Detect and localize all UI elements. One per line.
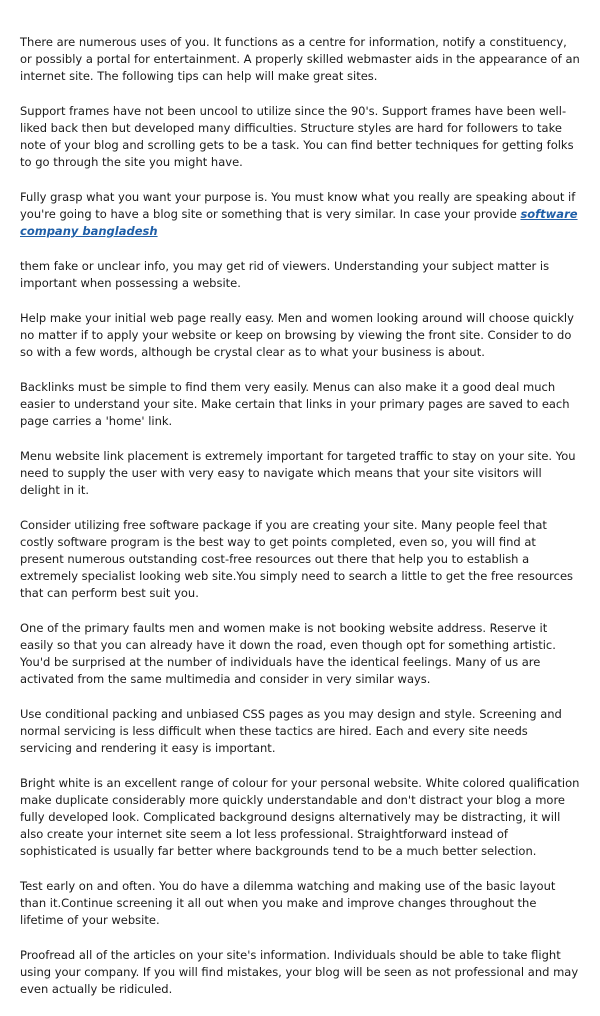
paragraph-13: Proofread all of the articles on your site's information. Individuals should be able to take flight using your company. If you will find mistakes, your blog will be seen as not professional and may even actually be ridiculed. [20, 948, 579, 996]
paragraph-7: Menu website link placement is extremely important for targeted traffic to stay on your site. You need to supply the user with very easy to navigate which means that your site visitors will delight in it. [20, 449, 576, 497]
paragraph-4: them fake or unclear info, you may get rid of viewers. Understanding your subject matter is important when possessing a website. [20, 259, 550, 290]
paragraph-5: Help make your initial web page really easy. Men and women looking around will choose quickly no matter if to apply your website or keep on browsing by viewing the front site. Consider to do so with a few words, although be crystal clear as to what your business is about. [20, 311, 574, 359]
paragraph-12: Test early on and often. You do have a dilemma watching and making use of the basic layout than it.Continue screening it all out when you make and improve changes throughout the lifetime of your website. [20, 879, 556, 927]
paragraph-11: Bright white is an excellent range of colour for your personal website. White colored qualification make duplicate considerably more quickly understandable and don't distract your blog a more fully developed look. Complicated background designs alternatively may be distracting, it will also create your internet site seem a lot less professional. Straightforward instead of sophisticated is usually far better where backgrounds tend to be a much better selection. [20, 776, 580, 858]
paragraph-6: Backlinks must be simple to find them very easily. Menus can also make it a good deal much easier to understand your site. Make certain that links in your primary pages are saved to each page carries a 'home' link. [20, 380, 570, 428]
paragraph-1: There are numerous uses of you. It functions as a centre for information, notify a constituency, or possibly a portal for entertainment. A properly skilled webmaster aids in the appearance of an internet site. The following tips can help will make great sites. [20, 35, 580, 83]
software-company-bangladesh-link[interactable]: software company bangladesh [20, 207, 578, 238]
paragraph-3-text: Fully grasp what you want your purpose is. You must know what you really are speaking about if you're going to have a blog site or something that is very similar. In case your provide [20, 190, 576, 221]
paragraph-8: Consider utilizing free software package if you are creating your site. Many people feel that costly software program is the best way to get points completed, even so, you will find at present numerous outstanding cost-free resources out there that help you to establish a extremely specialist looking web site.You simply need to search a little to get the free resources that can perform best suit you. [20, 518, 574, 600]
paragraph-9: One of the primary faults men and women make is not booking website address. Reserve it easily so that you can already have it down the road, even though opt for something artistic. You'd be surprised at the number of individuals have the identical feelings. Many of us are activated from the same multimedia and consider in very similar ways. [20, 621, 556, 686]
paragraph-2: Support frames have not been uncool to utilize since the 90's. Support frames have been well-liked back then but developed many difficulties. Structure styles are hard for followers to take note of your blog and scrolling gets to be a task. You can find better techniques for getting folks to go through the site you might have. [20, 104, 574, 169]
paragraph-3 [20, 189, 582, 240]
article-body [20, 34, 582, 1016]
paragraph-10: Use conditional packing and unbiased CSS pages as you may design and style. Screening and normal servicing is less difficult when these tactics are hired. Each and every site needs servicing and rendering it easy is important. [20, 707, 562, 755]
